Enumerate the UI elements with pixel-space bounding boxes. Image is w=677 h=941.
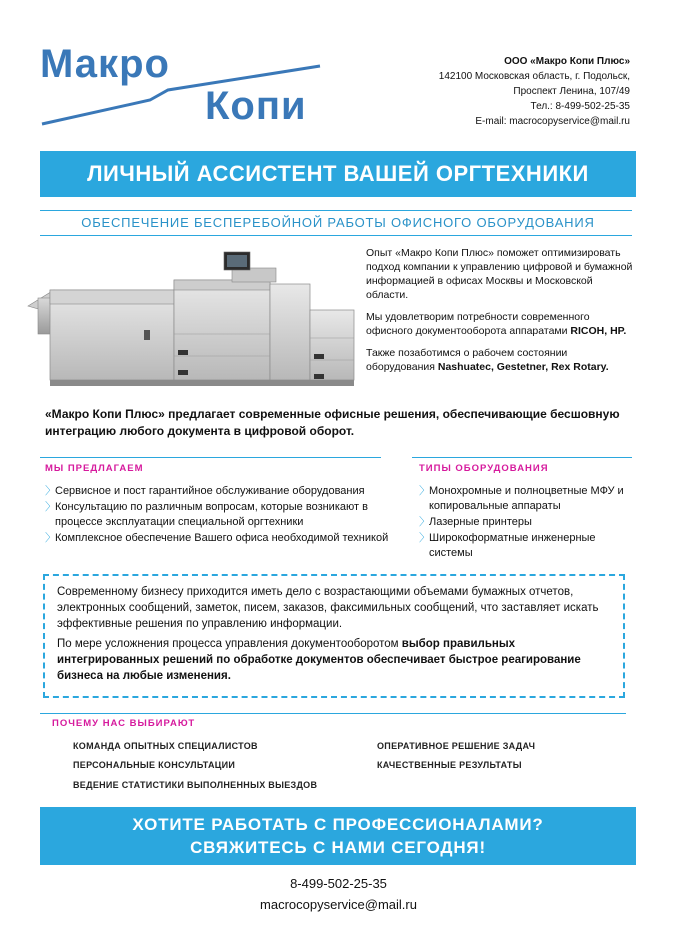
offer-item-text: Консультацию по различным вопросам, которые возникают в процессе эксплуатации специальной оргтехники [55,501,368,528]
cta-line-1: ХОТИТЕ РАБОТАТЬ С ПРОФЕССИОНАЛАМИ? [132,815,544,834]
list-item [419,515,639,530]
why-item: ВЕДЕНИЕ СТАТИСТИКИ ВЫПОЛНЕННЫХ ВЫЕЗДОВ [73,780,318,790]
offer-list [45,484,390,547]
printer-illustration [24,250,358,396]
intro-paragraph-3 [366,346,636,374]
info-paragraph-1: Современному бизнесу приходится иметь дело с возрастающими объемами бумажных отчетов, электронных сообщений, заметок, писем, заказов, факсимильных сообщений, что заставляет искать эффективные решения по управлению информации. [57,586,599,630]
type-item-text: Широкоформатные инженерные системы [429,532,596,559]
footer-phone: 8-499-502-25-35 [290,876,387,891]
why-item: ОПЕРАТИВНОЕ РЕШЕНИЕ ЗАДАЧ [377,741,536,751]
company-statement: «Макро Копи Плюс» предлагает современные офисные решения, обеспечивающие бесшовную интеграцию любого документа в цифровой оборот. [45,407,620,438]
list-item [45,500,390,530]
chevron-right-icon: 〉 [419,485,430,497]
type-item-text: Лазерные принтеры [429,516,532,528]
chevron-right-icon: 〉 [45,485,56,497]
phone-text: Тел.: 8-499-502-25-35 [530,101,630,112]
why-item: ПЕРСОНАЛЬНЫЕ КОНСУЛЬТАЦИИ [73,760,236,770]
footer-email: macrocopyservice@mail.ru [260,897,417,912]
divider [40,235,632,236]
list-item [419,531,639,561]
intro-paragraph-1: Опыт «Макро Копи Плюс» поможет оптимизировать подход компании к управлению цифровой и бумажной информацией в офисах Москвы и Московской области. [366,247,633,301]
why-item: КОМАНДА ОПЫТНЫХ СПЕЦИАЛИСТОВ [73,741,258,751]
chevron-right-icon: 〉 [45,532,56,544]
types-list [419,484,639,562]
divider [412,457,632,458]
intro-paragraph-3-text: Также позаботимся о рабочем состоянии оборудования [366,347,568,373]
address-line-1: 142100 Московская область, г. Подольск, [438,71,630,82]
logo-word-makro: Макро [40,42,170,86]
title-banner: ЛИЧНЫЙ АССИСТЕНТ ВАШЕЙ ОРГТЕХНИКИ [40,151,636,197]
info-box [43,574,625,698]
divider [40,210,632,211]
why-item: КАЧЕСТВЕННЫЕ РЕЗУЛЬТАТЫ [377,760,522,770]
subtitle: ОБЕСПЕЧЕНИЕ БЕСПЕРЕБОЙНОЙ РАБОТЫ ОФИСНОГО ОБОРУДОВАНИЯ [81,215,595,230]
intro-paragraph-2 [366,310,636,338]
logo-word-kopi: Копи [205,84,307,128]
types-heading: ТИПЫ ОБОРУДОВАНИЯ [419,463,549,474]
brand-names-ricoh-hp: RICOH, HP. [570,325,627,337]
address-line-2: Проспект Ленина, 107/49 [513,86,630,97]
list-item [45,484,390,499]
list-item [45,531,390,546]
chevron-right-icon: 〉 [45,501,56,513]
divider [40,457,381,458]
chevron-right-icon: 〉 [419,532,430,544]
offer-item-text: Сервисное и пост гарантийное обслуживание оборудования [55,485,365,497]
intro-text [366,246,636,382]
info-paragraph-2 [57,636,611,684]
email-text: E-mail: macrocopyservice@mail.ru [475,116,630,127]
intro-paragraph-2-text: Мы удовлетворим потребности современного офисного документооборота аппаратами [366,311,590,337]
divider [40,713,626,714]
chevron-right-icon: 〉 [419,516,430,528]
offer-heading: МЫ ПРЕДЛАГАЕМ [45,463,144,474]
contact-block [439,54,630,129]
brand-names-nashuatec: Nashuatec, Gestetner, Rex Rotary. [437,361,609,373]
info-paragraph-2-bold: выбор правильных интегрированных решений по обработке документов обеспечивает быстрое реагирование бизнеса на любые изменения. [57,638,581,682]
cta-banner [40,807,636,865]
list-item [419,484,639,514]
offer-item-text: Комплексное обеспечение Вашего офиса необходимой техникой [55,532,389,544]
type-item-text: Монохромные и полноцветные МФУ и копировальные аппараты [429,485,624,512]
cta-line-2: СВЯЖИТЕСЬ С НАМИ СЕГОДНЯ! [190,838,486,857]
info-paragraph-2-text: По мере усложнения процесса управления документооборотом [57,638,402,650]
company-name: ООО «Макро Копи Плюс» [504,56,630,67]
company-logo [40,40,340,130]
why-heading: ПОЧЕМУ НАС ВЫБИРАЮТ [52,718,196,729]
